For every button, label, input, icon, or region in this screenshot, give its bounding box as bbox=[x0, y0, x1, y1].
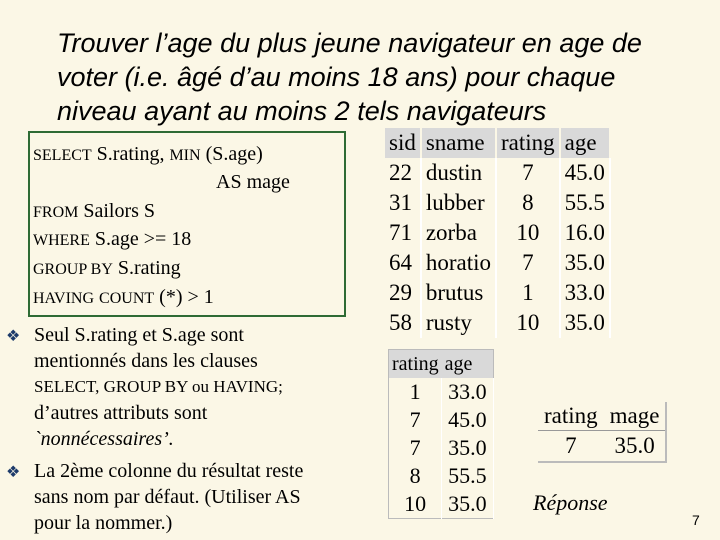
table-row bbox=[385, 248, 610, 278]
answer-label: Réponse bbox=[533, 490, 608, 515]
column-header: rating bbox=[496, 128, 560, 158]
table-cell: 10 bbox=[496, 308, 560, 338]
table-cell: 64 bbox=[385, 248, 421, 278]
table-cell: 45.0 bbox=[442, 406, 494, 434]
sql-select-line: SELECT S.rating, MIN (S.age) bbox=[33, 143, 263, 165]
column-header: mage bbox=[604, 402, 667, 431]
table-row bbox=[389, 490, 494, 519]
table-cell: 35.0 bbox=[442, 434, 494, 462]
table-row bbox=[385, 188, 610, 218]
table-cell: 35.0 bbox=[560, 308, 610, 338]
table-row bbox=[385, 308, 610, 338]
table-cell: 31 bbox=[385, 188, 421, 218]
table-cell: 33.0 bbox=[442, 378, 494, 406]
table-row bbox=[385, 278, 610, 308]
sql-from-line: FROM Sailors S bbox=[33, 200, 156, 222]
table-cell: rusty bbox=[421, 308, 496, 338]
column-header: rating bbox=[538, 402, 604, 431]
table-row bbox=[389, 462, 494, 490]
table-cell: 35.0 bbox=[614, 433, 655, 458]
slide-title bbox=[57, 26, 717, 128]
diamond-bullet-icon: ❖ bbox=[6, 328, 21, 345]
table-cell: 10 bbox=[496, 218, 560, 248]
table-cell: 1 bbox=[389, 378, 442, 406]
table-row bbox=[389, 378, 494, 406]
table-cell: 58 bbox=[385, 308, 421, 338]
table-cell: 16.0 bbox=[560, 218, 610, 248]
table-cell: 7 bbox=[389, 434, 442, 462]
title-line-1: Trouver l’age du plus jeune navigateur en age de bbox=[57, 28, 642, 58]
answer-table bbox=[538, 402, 667, 463]
column-header: age bbox=[560, 128, 610, 158]
table-cell: lubber bbox=[421, 188, 496, 218]
table-row bbox=[385, 218, 610, 248]
bullet-2-text: La 2ème colonne du résultat reste sans nom par défaut. (Utiliser AS pour la nommer.) bbox=[34, 460, 304, 534]
grouped-header-row bbox=[389, 350, 494, 379]
grouped-table bbox=[388, 349, 494, 519]
table-cell: 7 bbox=[389, 406, 442, 434]
table-row bbox=[389, 406, 494, 434]
sailors-table bbox=[385, 128, 611, 338]
sql-having-line: HAVING COUNT (*) > 1 bbox=[33, 286, 214, 308]
diamond-bullet-icon: ❖ bbox=[6, 464, 21, 481]
table-cell: 33.0 bbox=[560, 278, 610, 308]
table-cell: 7 bbox=[565, 433, 577, 458]
answer-header-row bbox=[538, 402, 666, 431]
title-line-3: niveau ayant au moins 2 tels navigateurs bbox=[57, 96, 547, 126]
column-header: sid bbox=[385, 128, 421, 158]
table-cell: 35.0 bbox=[442, 490, 494, 519]
sailors-header-row bbox=[385, 128, 610, 158]
table-cell: 7 bbox=[496, 248, 560, 278]
table-cell: 7 bbox=[496, 158, 560, 188]
page-number: 7 bbox=[692, 512, 700, 528]
table-cell: 22 bbox=[385, 158, 421, 188]
table-cell: 10 bbox=[389, 490, 442, 519]
bullet-1-text: Seul S.rating et S.age sont mentionnés dans les clauses SELECT, GROUP BY ou HAVING; d’autres attributs sont `nonnécessaires’. bbox=[34, 324, 283, 450]
table-cell: 8 bbox=[496, 188, 560, 218]
table-cell: zorba bbox=[421, 218, 496, 248]
table-cell: 8 bbox=[389, 462, 442, 490]
table-cell: brutus bbox=[421, 278, 496, 308]
table-cell: dustin bbox=[421, 158, 496, 188]
column-header: rating bbox=[389, 350, 442, 379]
table-cell: 35.0 bbox=[560, 248, 610, 278]
table-row bbox=[389, 434, 494, 462]
table-cell: horatio bbox=[421, 248, 496, 278]
table-cell: 29 bbox=[385, 278, 421, 308]
table-cell: 55.5 bbox=[560, 188, 610, 218]
column-header: sname bbox=[421, 128, 496, 158]
column-header: age bbox=[442, 350, 494, 379]
sql-where-line: WHERE S.age >= 18 bbox=[33, 228, 192, 250]
table-row bbox=[538, 431, 666, 463]
title-line-2: voter (i.e. âgé d’au moins 18 ans) pour chaque bbox=[57, 62, 616, 92]
table-row bbox=[385, 158, 610, 188]
sql-as-line: AS mage bbox=[216, 171, 290, 193]
table-cell: 71 bbox=[385, 218, 421, 248]
table-cell: 45.0 bbox=[560, 158, 610, 188]
sql-query-box bbox=[28, 131, 346, 317]
table-cell: 1 bbox=[496, 278, 560, 308]
sql-groupby-line: GROUP BY S.rating bbox=[33, 257, 181, 279]
table-cell: 55.5 bbox=[442, 462, 494, 490]
